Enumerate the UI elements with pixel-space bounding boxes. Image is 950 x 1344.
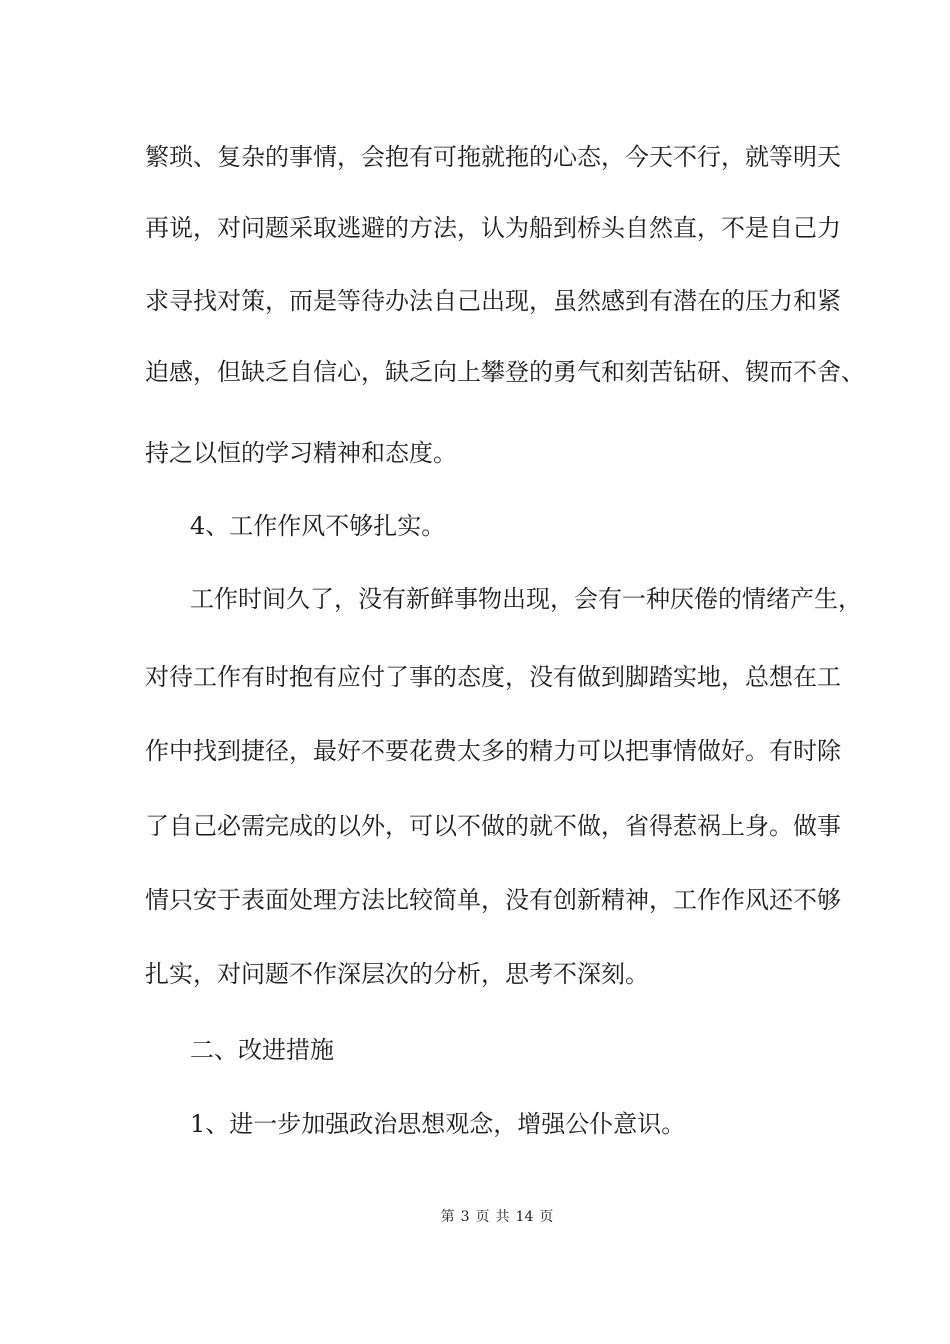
body-line-9: 作中找到捷径，最好不要花费太多的精力可以把事情做好。有时除: [145, 737, 841, 765]
body-line-11: 情只安于表面处理方法比较简单，没有创新精神，工作作风还不够: [145, 886, 841, 914]
subsection-heading-1: 1、进一步加强政治思想观念，增强公仆意识。: [190, 1110, 686, 1138]
body-line-3: 求寻找对策，而是等待办法自己出现，虽然感到有潜在的压力和紧: [145, 287, 841, 315]
body-line-5: 持之以恒的学习精神和态度。: [145, 439, 457, 467]
body-line-2: 再说，对问题采取逃避的方法，认为船到桥头自然直，不是自己力: [145, 214, 841, 242]
section-heading-4: 4、工作作风不够扎实。: [190, 512, 446, 540]
body-line-1: 繁琐、复杂的事情，会抱有可拖就拖的心态，今天不行，就等明天: [145, 143, 841, 171]
footer-suffix: 页: [539, 1209, 554, 1225]
footer-page-word: 页: [475, 1209, 490, 1225]
body-line-8: 对待工作有时抱有应付了事的态度，没有做到脚踏实地，总想在工: [145, 663, 841, 691]
footer-total-prefix: 共: [495, 1209, 510, 1225]
footer-prefix: 第: [440, 1209, 455, 1225]
body-line-7: 工作时间久了，没有新鲜事物出现，会有一种厌倦的情绪产生，: [190, 585, 862, 613]
body-line-4: 迫感，但缺乏自信心，缺乏向上攀登的勇气和刻苦钻研、锲而不舍、: [145, 358, 865, 386]
footer-total-pages: 14: [515, 1209, 534, 1225]
body-line-10: 了自己必需完成的以外，可以不做的就不做，省得惹祸上身。做事: [145, 812, 841, 840]
section-heading-2: 二、改进措施: [190, 1036, 334, 1064]
page-footer: [0, 1207, 950, 1227]
body-line-12: 扎实，对问题不作深层次的分析，思考不深刻。: [145, 960, 649, 988]
footer-current-page: 3: [460, 1209, 470, 1225]
